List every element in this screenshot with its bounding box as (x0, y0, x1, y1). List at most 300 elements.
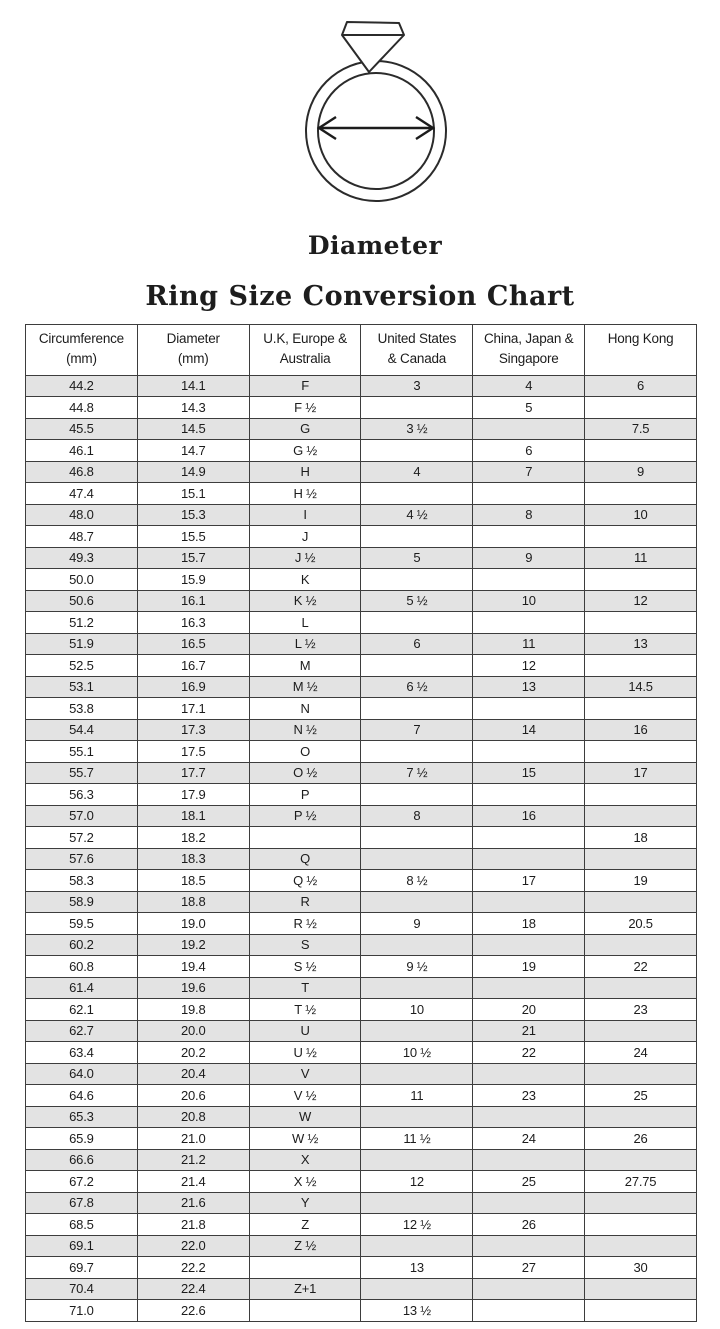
table-cell: 14.7 (137, 440, 249, 462)
table-cell: 22.4 (137, 1278, 249, 1300)
table-cell: 58.9 (26, 891, 138, 913)
table-cell (585, 741, 697, 763)
table-cell: 26 (473, 1214, 585, 1236)
table-cell (361, 1278, 473, 1300)
table-cell: 15.5 (137, 526, 249, 548)
table-row (26, 440, 697, 462)
table-cell: 58.3 (26, 870, 138, 892)
table-cell: 7 (473, 461, 585, 483)
table-cell: 9 ½ (361, 956, 473, 978)
table-cell: N (249, 698, 361, 720)
table-cell (585, 977, 697, 999)
table-cell: H ½ (249, 483, 361, 505)
table-cell: T (249, 977, 361, 999)
table-row (26, 504, 697, 526)
table-cell: 47.4 (26, 483, 138, 505)
table-cell: 20.4 (137, 1063, 249, 1085)
table-cell: 21.6 (137, 1192, 249, 1214)
table-cell: 15.9 (137, 569, 249, 591)
table-row (26, 891, 697, 913)
table-cell: 27.75 (585, 1171, 697, 1193)
column-header (361, 325, 473, 376)
table-cell: 20.2 (137, 1042, 249, 1064)
table-cell: 18 (585, 827, 697, 849)
column-header-line: & Canada (387, 351, 447, 367)
table-cell: 9 (473, 547, 585, 569)
table-row (26, 762, 697, 784)
table-cell: 48.0 (26, 504, 138, 526)
table-cell: R (249, 891, 361, 913)
table-cell: 22.0 (137, 1235, 249, 1257)
table-row (26, 741, 697, 763)
table-cell (585, 784, 697, 806)
table-cell: N ½ (249, 719, 361, 741)
table-cell: 48.7 (26, 526, 138, 548)
table-cell: 50.6 (26, 590, 138, 612)
table-cell (473, 1106, 585, 1128)
table-cell: 22.2 (137, 1257, 249, 1279)
table-row (26, 1192, 697, 1214)
table-cell: 15.7 (137, 547, 249, 569)
table-cell: 18.8 (137, 891, 249, 913)
table-cell: 16.7 (137, 655, 249, 677)
table-cell: 19.0 (137, 913, 249, 935)
table-cell: 13 (585, 633, 697, 655)
table-cell: 21.4 (137, 1171, 249, 1193)
table-row (26, 397, 697, 419)
table-cell: 17.9 (137, 784, 249, 806)
table-cell (473, 612, 585, 634)
table-cell: Z (249, 1214, 361, 1236)
table-cell: 45.5 (26, 418, 138, 440)
table-cell: Q (249, 848, 361, 870)
table-cell: 6 (585, 375, 697, 397)
table-cell (249, 827, 361, 849)
table-cell: T ½ (249, 999, 361, 1021)
table-cell: 16.9 (137, 676, 249, 698)
table-cell: 20.8 (137, 1106, 249, 1128)
table-cell: 17.1 (137, 698, 249, 720)
table-cell: 23 (473, 1085, 585, 1107)
table-cell (585, 1214, 697, 1236)
table-row (26, 1257, 697, 1279)
column-header-line: United States (377, 331, 457, 346)
table-cell: 17.3 (137, 719, 249, 741)
table-cell: M (249, 655, 361, 677)
table-cell: R ½ (249, 913, 361, 935)
table-cell: 27 (473, 1257, 585, 1279)
table-cell: 21.0 (137, 1128, 249, 1150)
table-row (26, 848, 697, 870)
table-row (26, 784, 697, 806)
table-cell: 62.1 (26, 999, 138, 1021)
table-cell (473, 1300, 585, 1322)
table-cell: 11 ½ (361, 1128, 473, 1150)
table-cell: 57.0 (26, 805, 138, 827)
column-header-line: China, Japan & (483, 331, 574, 346)
table-cell (361, 934, 473, 956)
table-cell: 19.8 (137, 999, 249, 1021)
table-cell (361, 569, 473, 591)
table-cell: 18.3 (137, 848, 249, 870)
table-cell: I (249, 504, 361, 526)
table-cell: 13 ½ (361, 1300, 473, 1322)
table-cell: 14.5 (137, 418, 249, 440)
table-row (26, 698, 697, 720)
table-cell (473, 1063, 585, 1085)
table-cell: P (249, 784, 361, 806)
table-cell: 17 (585, 762, 697, 784)
table-cell: 51.9 (26, 633, 138, 655)
table-cell (473, 1192, 585, 1214)
table-cell (361, 698, 473, 720)
table-cell: 13 (473, 676, 585, 698)
table-cell (585, 1300, 697, 1322)
table-cell (585, 1149, 697, 1171)
table-cell: 30 (585, 1257, 697, 1279)
table-cell: 19.2 (137, 934, 249, 956)
table-cell: 11 (585, 547, 697, 569)
table-cell (361, 612, 473, 634)
column-header (249, 325, 361, 376)
table-cell (473, 418, 585, 440)
table-cell: P ½ (249, 805, 361, 827)
column-header-line: Australia (279, 351, 331, 367)
table-cell: 11 (361, 1085, 473, 1107)
table-cell (249, 1257, 361, 1279)
table-cell (585, 526, 697, 548)
table-row (26, 1085, 697, 1107)
table-row (26, 805, 697, 827)
table-cell (361, 1235, 473, 1257)
table-row (26, 461, 697, 483)
table-cell: 6 (361, 633, 473, 655)
table-cell: 64.6 (26, 1085, 138, 1107)
table-cell: 16.5 (137, 633, 249, 655)
table-cell: 15 (473, 762, 585, 784)
table-cell: 16 (473, 805, 585, 827)
table-cell: 56.3 (26, 784, 138, 806)
table-cell (585, 848, 697, 870)
table-row (26, 999, 697, 1021)
table-cell: 18.1 (137, 805, 249, 827)
table-cell (361, 1192, 473, 1214)
table-cell: 55.7 (26, 762, 138, 784)
table-cell: 67.8 (26, 1192, 138, 1214)
table-row (26, 934, 697, 956)
table-cell: 6 (473, 440, 585, 462)
table-cell: 7 ½ (361, 762, 473, 784)
ring-diamond-diameter-icon (289, 18, 461, 210)
table-cell: M ½ (249, 676, 361, 698)
table-cell: 69.1 (26, 1235, 138, 1257)
table-cell (361, 891, 473, 913)
table-row (26, 633, 697, 655)
table-cell: X ½ (249, 1171, 361, 1193)
table-cell: J ½ (249, 547, 361, 569)
column-header (137, 325, 249, 376)
table-cell: 61.4 (26, 977, 138, 999)
table-cell: 4 (473, 375, 585, 397)
table-cell (473, 827, 585, 849)
table-cell: 44.8 (26, 397, 138, 419)
table-row (26, 526, 697, 548)
table-cell: F ½ (249, 397, 361, 419)
table-cell: W ½ (249, 1128, 361, 1150)
table-cell: 71.0 (26, 1300, 138, 1322)
table-cell: G ½ (249, 440, 361, 462)
table-cell: 11 (473, 633, 585, 655)
table-cell: 24 (585, 1042, 697, 1064)
column-header-line: Singapore (498, 351, 559, 367)
table-body (26, 375, 697, 1321)
table-cell: Y (249, 1192, 361, 1214)
table-cell: 10 (361, 999, 473, 1021)
table-cell: 14.5 (585, 676, 697, 698)
table-cell (361, 784, 473, 806)
table-cell: U (249, 1020, 361, 1042)
table-cell: 5 (361, 547, 473, 569)
table-row (26, 590, 697, 612)
table-cell: 9 (361, 913, 473, 935)
table-cell: 14.9 (137, 461, 249, 483)
table-row (26, 1042, 697, 1064)
table-row (26, 1278, 697, 1300)
table-cell: 7.5 (585, 418, 697, 440)
table-cell: 19.6 (137, 977, 249, 999)
table-cell: J (249, 526, 361, 548)
table-cell: 18.2 (137, 827, 249, 849)
table-header (26, 325, 697, 376)
table-row (26, 913, 697, 935)
table-cell (473, 698, 585, 720)
table-cell: G (249, 418, 361, 440)
table-cell (361, 827, 473, 849)
table-cell: 67.2 (26, 1171, 138, 1193)
table-cell: 59.5 (26, 913, 138, 935)
table-cell (361, 1063, 473, 1085)
table-cell: 19 (585, 870, 697, 892)
table-cell (585, 612, 697, 634)
table-cell (473, 741, 585, 763)
table-cell: 18.5 (137, 870, 249, 892)
table-cell: 13 (361, 1257, 473, 1279)
column-header (26, 325, 138, 376)
table-cell (473, 1278, 585, 1300)
ring-diagram (0, 0, 720, 215)
table-cell (473, 526, 585, 548)
table-cell (473, 483, 585, 505)
table-cell: 18 (473, 913, 585, 935)
table-row (26, 719, 697, 741)
table-cell: 5 (473, 397, 585, 419)
table-cell (473, 1235, 585, 1257)
table-cell: X (249, 1149, 361, 1171)
header-row (26, 325, 697, 376)
table-cell: U ½ (249, 1042, 361, 1064)
table-cell: 20.6 (137, 1085, 249, 1107)
column-header-line: U.K, Europe & (263, 331, 347, 346)
table-row (26, 827, 697, 849)
table-cell: 15.1 (137, 483, 249, 505)
table-cell: 7 (361, 719, 473, 741)
table-cell: 22 (473, 1042, 585, 1064)
table-cell (585, 1106, 697, 1128)
table-cell: 14.3 (137, 397, 249, 419)
table-cell (473, 848, 585, 870)
table-cell: 65.3 (26, 1106, 138, 1128)
table-cell: 12 ½ (361, 1214, 473, 1236)
table-row (26, 655, 697, 677)
table-cell (585, 934, 697, 956)
table-row (26, 547, 697, 569)
table-cell: W (249, 1106, 361, 1128)
table-cell (585, 440, 697, 462)
table-cell: 25 (585, 1085, 697, 1107)
table-cell: 46.8 (26, 461, 138, 483)
table-cell: 49.3 (26, 547, 138, 569)
table-row (26, 1063, 697, 1085)
table-cell: 64.0 (26, 1063, 138, 1085)
table-cell (473, 977, 585, 999)
table-cell (473, 891, 585, 913)
table-cell: 26 (585, 1128, 697, 1150)
column-header-line: (mm) (66, 351, 97, 367)
table-cell: V ½ (249, 1085, 361, 1107)
table-cell: 16.1 (137, 590, 249, 612)
table-cell: 53.1 (26, 676, 138, 698)
table-cell: 17.5 (137, 741, 249, 763)
table-cell: 51.2 (26, 612, 138, 634)
table-cell: 44.2 (26, 375, 138, 397)
table-cell: O ½ (249, 762, 361, 784)
table-cell (473, 569, 585, 591)
table-row (26, 870, 697, 892)
table-cell (473, 934, 585, 956)
table-cell: L ½ (249, 633, 361, 655)
table-cell: 8 (473, 504, 585, 526)
table-cell (585, 1192, 697, 1214)
table-cell: 62.7 (26, 1020, 138, 1042)
table-row (26, 1106, 697, 1128)
table-cell: 14 (473, 719, 585, 741)
table-row (26, 956, 697, 978)
table-cell: F (249, 375, 361, 397)
table-row (26, 483, 697, 505)
page-title: Ring Size Conversion Chart (145, 281, 575, 312)
table-cell: 10 ½ (361, 1042, 473, 1064)
table-cell: 70.4 (26, 1278, 138, 1300)
table-cell: 66.6 (26, 1149, 138, 1171)
column-header (585, 325, 697, 376)
table-cell (361, 1020, 473, 1042)
table-cell (361, 440, 473, 462)
table-cell: 57.6 (26, 848, 138, 870)
table-cell (473, 1149, 585, 1171)
table-cell: L (249, 612, 361, 634)
table-cell: Z ½ (249, 1235, 361, 1257)
table-cell: 55.1 (26, 741, 138, 763)
table-cell (361, 848, 473, 870)
table-cell: 60.2 (26, 934, 138, 956)
table-cell: 46.1 (26, 440, 138, 462)
table-cell (361, 483, 473, 505)
column-header-line: Diameter (166, 331, 220, 346)
table-cell: 21.2 (137, 1149, 249, 1171)
table-cell (361, 1106, 473, 1128)
table-cell (585, 1235, 697, 1257)
table-cell: 52.5 (26, 655, 138, 677)
column-header-line: Circumference (38, 331, 124, 346)
table-cell: K (249, 569, 361, 591)
table-cell: 20 (473, 999, 585, 1021)
table-cell: 10 (473, 590, 585, 612)
table-cell: 54.4 (26, 719, 138, 741)
table-cell: 9 (585, 461, 697, 483)
table-row (26, 569, 697, 591)
table-cell: 63.4 (26, 1042, 138, 1064)
table-cell: 8 (361, 805, 473, 827)
table-cell (361, 1149, 473, 1171)
table-row (26, 676, 697, 698)
table-row (26, 1020, 697, 1042)
table-cell: 21.8 (137, 1214, 249, 1236)
table-cell (585, 1063, 697, 1085)
table-cell (361, 526, 473, 548)
table-cell: 22.6 (137, 1300, 249, 1322)
table-cell (361, 977, 473, 999)
diameter-caption: Diameter (307, 231, 443, 260)
table-row (26, 418, 697, 440)
table-cell: 4 ½ (361, 504, 473, 526)
table-cell: 53.8 (26, 698, 138, 720)
table-cell: V (249, 1063, 361, 1085)
table-cell: 69.7 (26, 1257, 138, 1279)
table-row (26, 375, 697, 397)
column-header-line: Hong Kong (607, 331, 674, 346)
table-cell: 5 ½ (361, 590, 473, 612)
table-row (26, 1171, 697, 1193)
table-cell: 23 (585, 999, 697, 1021)
table-cell: 12 (361, 1171, 473, 1193)
table-row (26, 1300, 697, 1322)
table-cell (473, 784, 585, 806)
table-cell: S ½ (249, 956, 361, 978)
table-cell: O (249, 741, 361, 763)
table-cell: 24 (473, 1128, 585, 1150)
table-cell: 16.3 (137, 612, 249, 634)
table-cell: 17.7 (137, 762, 249, 784)
table-cell (585, 1278, 697, 1300)
table-cell: Z+1 (249, 1278, 361, 1300)
table-cell (249, 1300, 361, 1322)
table-cell: 21 (473, 1020, 585, 1042)
ring-size-conversion-table (25, 324, 697, 1322)
table-cell: 65.9 (26, 1128, 138, 1150)
table-row (26, 1235, 697, 1257)
table-cell: 15.3 (137, 504, 249, 526)
table-cell (585, 891, 697, 913)
table-cell: 12 (473, 655, 585, 677)
table-cell: 25 (473, 1171, 585, 1193)
table-cell: 6 ½ (361, 676, 473, 698)
table-cell (585, 483, 697, 505)
table-row (26, 612, 697, 634)
table-cell: 3 ½ (361, 418, 473, 440)
table-cell (585, 397, 697, 419)
table-cell: 16 (585, 719, 697, 741)
table-cell: 20.0 (137, 1020, 249, 1042)
